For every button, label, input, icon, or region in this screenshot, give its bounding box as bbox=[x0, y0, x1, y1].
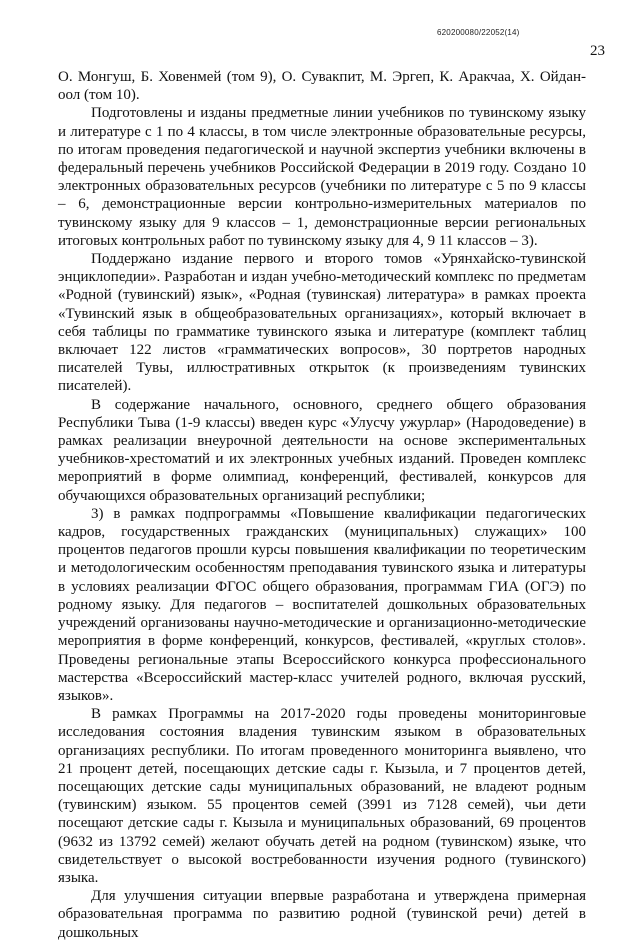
paragraph-2: Подготовлены и изданы предметные линии учебников по тувинскому языку и литературе с 1 по 4 классы, в том числе электронные образовательные ресурсы, по итогам проведения педагогической и научной экспертиз учебники включены в федеральный перечень учебников Российской Федерации в 2019 году. Создано 10 электронных образовательных ресурсов (учебники по литературе с 5 по 9 классы – 6, демонстрационные версии контрольно-измерительных материалов по тувинскому языку для 9 классов – 1, демонстрационные версии региональных итоговых контрольных работ по тувинскому языку для 4, 9 11 классов – 3). bbox=[58, 105, 586, 249]
document-number: 620200080/22052(14) bbox=[437, 28, 520, 37]
paragraph-7: Для улучшения ситуации впервые разработана и утверждена примерная образовательная программа по развитию родной (тувинской речи) детей в дошкольных bbox=[58, 888, 586, 941]
paragraph-1: О. Монгуш, Б. Ховенмей (том 9), О. Сувакпит, М. Эргеп, К. Аракчаа, Х. Ойдан-оол (том 10). bbox=[58, 69, 586, 104]
paragraph-3: Поддержано издание первого и второго томов «Урянхайско-тувинской энциклопедии». Разработан и издан учебно-методический комплекс по предметам «Родной (тувинский) язык», «Родная (тувинская) литература» в рамках проекта «Тувинский язык в общеобразовательных организациях», который включает в себя таблицы по грамматике тувинского языка и литературе (комплект таблиц включает 122 листов «грамматических вопросов», 30 портретов народных писателей Тувы, иллюстративных открыток (к произведениям тувинских писателей). bbox=[58, 251, 586, 395]
paragraph-6: В рамках Программы на 2017-2020 годы проведены мониторинговые исследования состояния владения тувинским языком в образовательных организациях республики. По итогам проведенного мониторинга выявлено, что 21 процент детей, посещающих детские сады г. Кызыла, и 7 процентов детей, посещающих детские сады муниципальных образований, не владеют родным (тувинским) языком. 55 процентов семей (3991 из 7128 семей), чьи дети посещают детские сады г. Кызыла и муниципальных образований, 69 процентов (9632 из 13792 семей) желают обучать детей на родном (тувинском) языке, что свидетельствует о высокой востребованности изучения родного (тувинского) языка. bbox=[58, 706, 586, 886]
paragraph-5: 3) в рамках подпрограммы «Повышение квалификации педагогических кадров, государственных гражданских (муниципальных) служащих» 100 процентов педагогов прошли курсы повышения квалификации по теоретическим и методологическим особенностям преподавания тувинского языка и литературы в условиях реализации ФГОС общего образования, программам ГИА (ОГЭ) по родному языку. Для педагогов – воспитателей дошкольных образовательных учреждений организованы научно-методические и организационно-методические мероприятия в форме конференций, конкурсов, фестивалей, «круглых столов». Проведены региональные этапы Всероссийского конкурса профессионального мастерства «Всероссийский мастер-класс учителей родного, включая русский, языков». bbox=[58, 505, 586, 704]
document-body bbox=[58, 68, 586, 942]
page-number: 23 bbox=[590, 43, 605, 59]
paragraph-4: В содержание начального, основного, среднего общего образования Республики Тыва (1-9 классы) введен курс «Улусчу ужурлар» (Народоведение) в рамках реализации внеурочной деятельности на основе экспериментальных учебников-хрестоматий и их электронных учебных изданий. Проведен комплекс мероприятий в форме олимпиад, конференций, фестивалей, конкурсов для обучающихся образовательных организаций республики; bbox=[58, 396, 586, 504]
